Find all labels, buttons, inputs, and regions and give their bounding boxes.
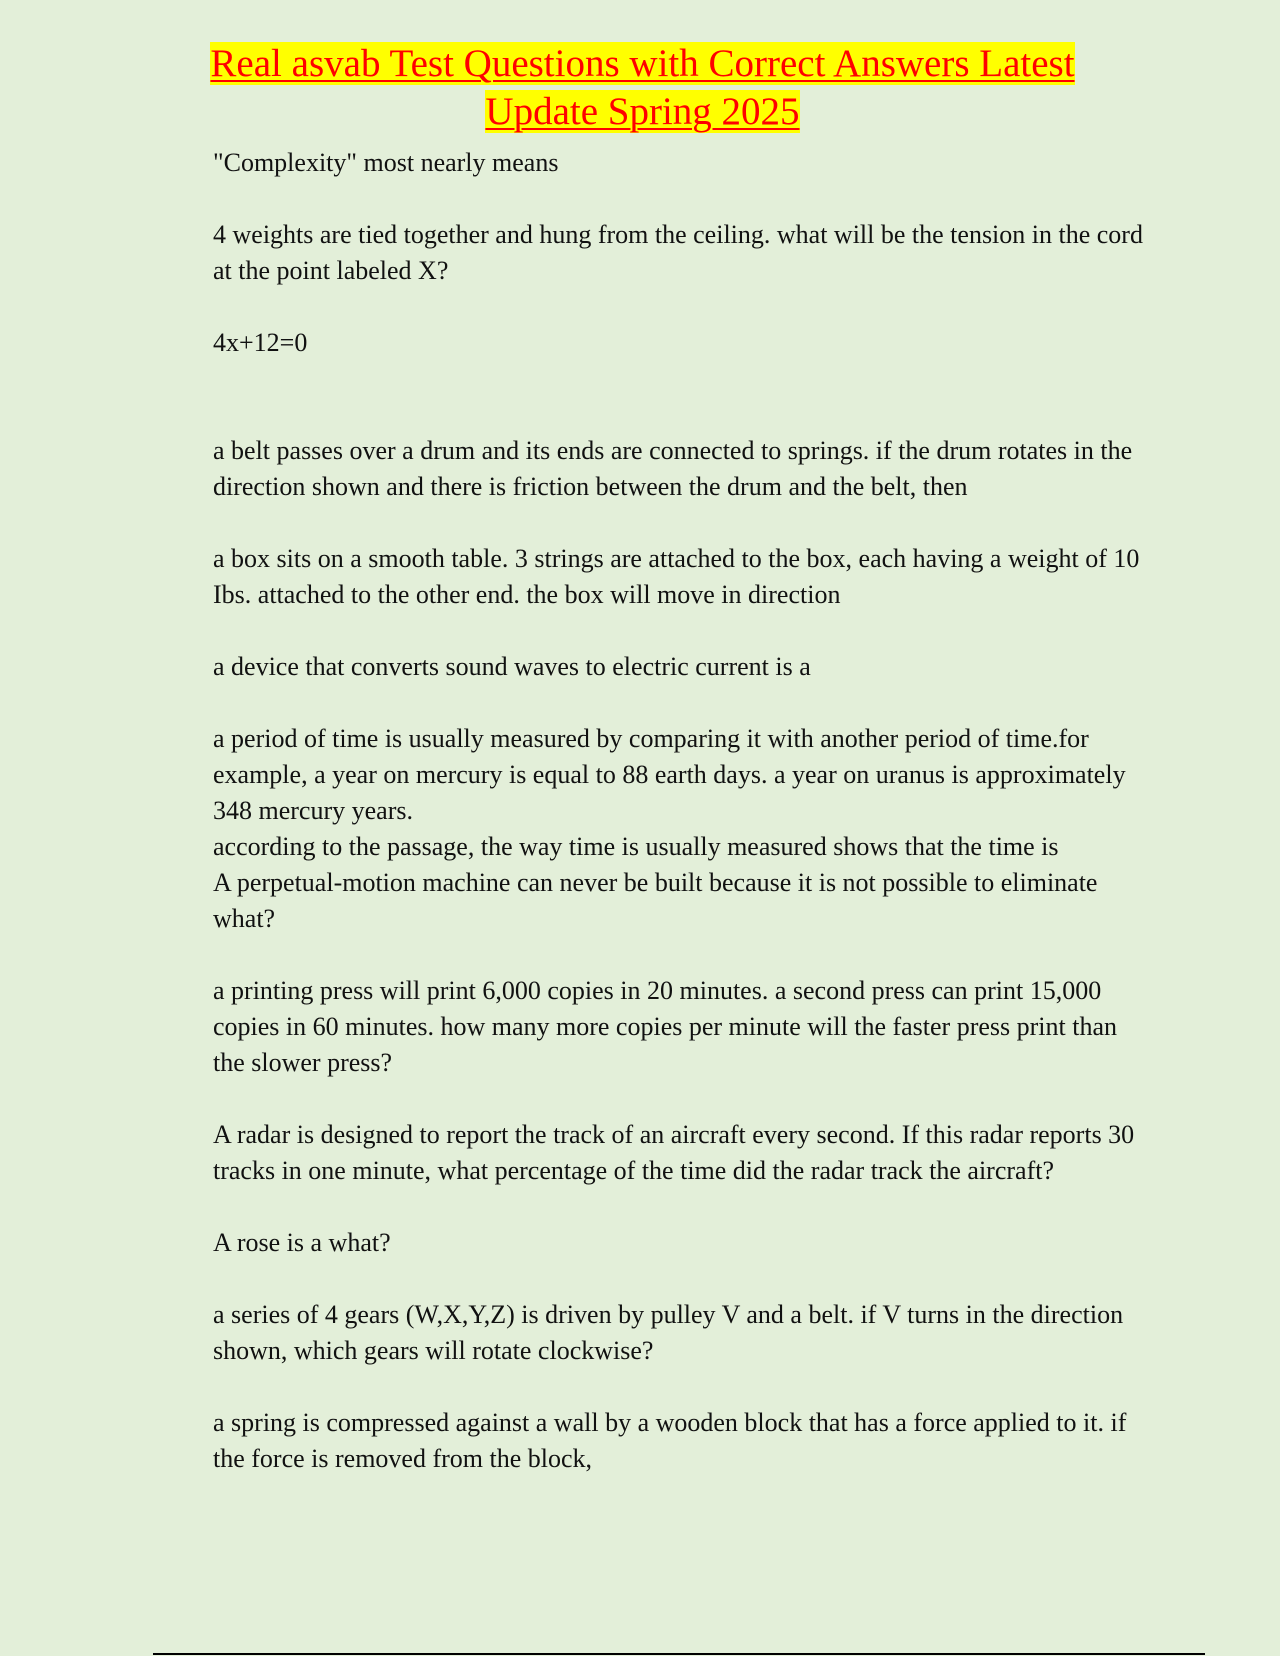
spacer <box>213 1261 1143 1297</box>
spacer <box>213 937 1143 973</box>
question-list <box>213 145 1143 1477</box>
spacer <box>213 1189 1143 1225</box>
spacer <box>213 1081 1143 1117</box>
document-title-text: Real asvab Test Questions with Correct Answers Latest Update Spring 2025 <box>210 42 1075 133</box>
spacer <box>213 505 1143 541</box>
spacer <box>213 1369 1143 1405</box>
question-item: A radar is designed to report the track of an aircraft every second. If this radar reports 30 tracks in one minute, what percentage of the time did the radar track the aircraft? <box>213 1120 1135 1185</box>
question-item: a period of time is usually measured by comparing it with another period of time.for example, a year on mercury is equal to 88 earth days. a year on uranus is approximately 348 mercury years. according to the passage, the way time is usually measured shows that the time is <box>213 724 1126 861</box>
question-item: 4 weights are tied together and hung from the ceiling. what will be the tension in the cord at the point labeled X? <box>213 220 1143 285</box>
question-item: a belt passes over a drum and its ends are connected to springs. if the drum rotates in the direction shown and there is friction between the drum and the belt, then <box>213 436 1133 501</box>
question-item: a box sits on a smooth table. 3 strings are attached to the box, each having a weight of 10 Ibs. attached to the other end. the box will move in direction <box>213 544 1140 609</box>
question-item: a printing press will print 6,000 copies in 20 minutes. a second press can print 15,000 copies in 60 minutes. how many more copies per minute will the faster press print than the slower press? <box>213 976 1118 1077</box>
spacer <box>213 181 1143 217</box>
document-title <box>150 40 1135 136</box>
spacer <box>213 361 1143 433</box>
spacer <box>213 289 1143 325</box>
spacer <box>213 685 1143 721</box>
question-item: "Complexity" most nearly means <box>213 148 559 177</box>
question-item: A perpetual-motion machine can never be built because it is not possible to eliminate what? <box>213 868 1098 933</box>
question-item: a series of 4 gears (W,X,Y,Z) is driven by pulley V and a belt. if V turns in the direction shown, which gears will rotate clockwise? <box>213 1300 1124 1365</box>
spacer <box>213 613 1143 649</box>
question-item: A rose is a what? <box>213 1228 391 1257</box>
question-item: a spring is compressed against a wall by a wooden block that has a force applied to it. if the force is removed from the block, <box>213 1408 1127 1473</box>
page-footer-rule <box>153 1653 1205 1655</box>
question-item: 4x+12=0 <box>213 328 308 357</box>
question-item: a device that converts sound waves to electric current is a <box>213 652 811 681</box>
